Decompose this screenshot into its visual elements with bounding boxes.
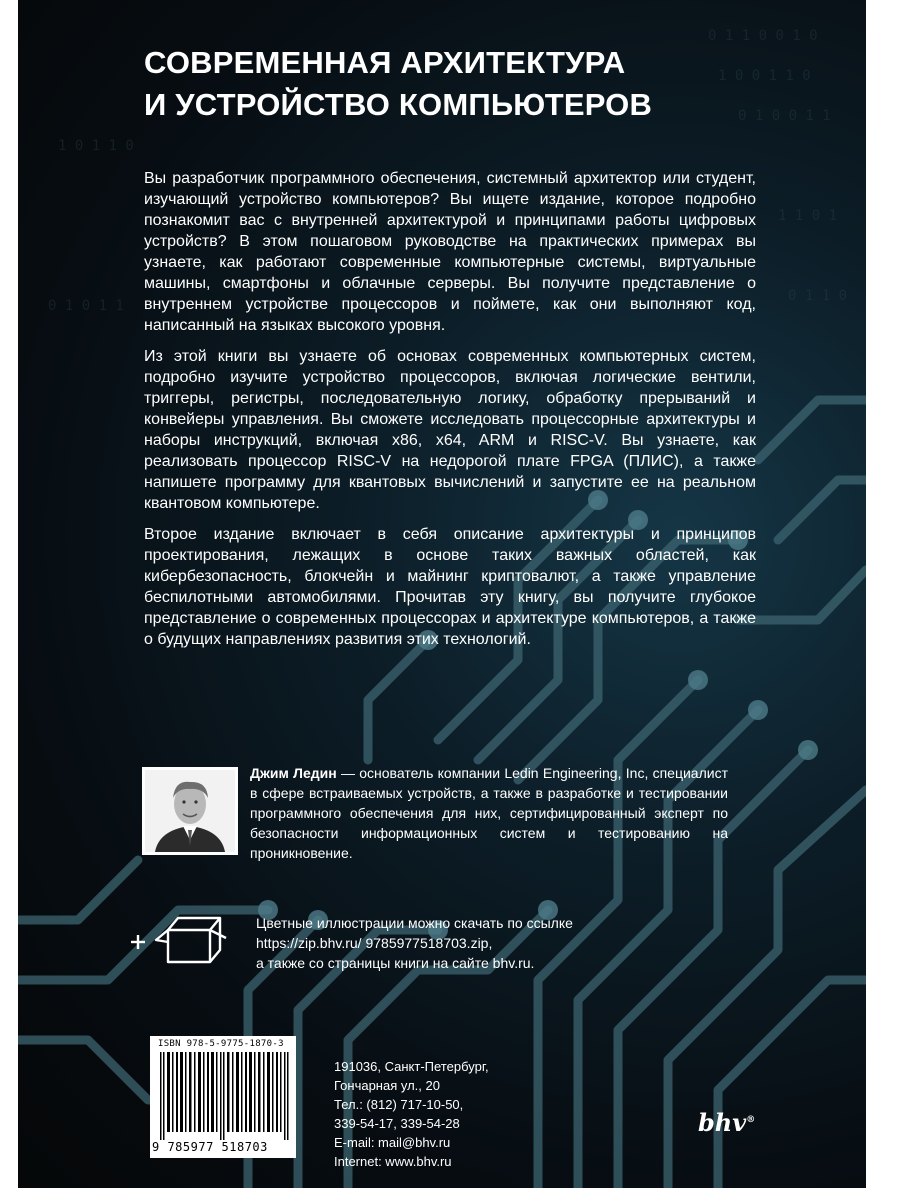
- svg-text:0 1 1 0: 0 1 1 0: [788, 288, 848, 304]
- book-title-line-1: СОВРЕМЕННАЯ АРХИТЕКТУРА: [144, 45, 626, 80]
- author-photo: [142, 767, 238, 855]
- publisher-line: Тел.: (812) 717-10-50,: [334, 1097, 464, 1112]
- svg-text:1 0 1 1 0: 1 0 1 1 0: [58, 138, 134, 154]
- publisher-line: Гончарная ул., 20: [334, 1078, 440, 1093]
- svg-text:1 0 0 1 1 0: 1 0 0 1 1 0: [718, 68, 811, 84]
- back-cover: [18, 0, 866, 1188]
- download-line: Цветные иллюстрации можно скачать по ссылке: [256, 915, 573, 931]
- description-paragraph: Второе издание включает в себя описание архитектуры и принципов проектирования, лежащих в основе таких важных областей, как кибербезопасность, блокчейн и майнинг криптовалют, а также управление беспилотными автомобилями. Прочитав эту книгу, вы получите глубокое представление о современных процессорах и архитектуре компьютеров, а также о будущих направлениях развития этих технологий.: [144, 526, 756, 648]
- book-title: [144, 42, 652, 126]
- box-download-icon: [128, 910, 228, 970]
- description-paragraph: Вы разработчик программного обеспечения, системный архитектор или студент, изучающий устройство компьютеров? Вы ищете издание, которое подробно познакомит вас с внутренней архитектурой и принципами работы цифровых устройств? В этом пошаговом руководстве на практических примерах вы узнаете, как работают современные компьютерные системы, виртуальные машины, смартфоны и облачные серверы. Вы получите представление о внутреннем устройстве процессоров и поймете, как они выполняют код, написанный на языках высокого уровня.: [144, 170, 756, 334]
- download-info: [256, 913, 573, 973]
- barcode-number: 9 785977 518703: [152, 1140, 268, 1154]
- barcode-block: [150, 1036, 296, 1158]
- author-bio: [250, 763, 728, 863]
- registered-mark: ®: [746, 1115, 756, 1125]
- description-paragraph: Из этой книги вы узнаете об основах современных компьютерных систем, подробно изучите устройство процессоров, включая логические вентили, триггеры, регистры, последовательную логику, обработку прерываний и конвейеры управления. Вы сможете исследовать процессорные архитектуры и наборы инструкций, включая x86, x64, ARM и RISC-V. Вы узнаете, как реализовать процессор RISC-V на недорогой плате FPGA (ПЛИС), а также напишете программу для квантовых вычислений и запустите ее на реальном квантовом компьютере.: [144, 348, 756, 512]
- isbn-label: ISBN 978-5-9775-1870-3: [158, 1039, 284, 1049]
- svg-text:0 1 1 0 0 1 0: 0 1 1 0 0 1 0: [708, 28, 818, 44]
- book-title-line-2: И УСТРОЙСТВО КОМПЬЮТЕРОВ: [144, 87, 653, 122]
- publisher-website: Internet: www.bhv.ru: [334, 1154, 452, 1169]
- publisher-line: 191036, Санкт-Петербург,: [334, 1059, 489, 1074]
- bhv-logo: [698, 1108, 755, 1137]
- publisher-contacts: [334, 1057, 489, 1171]
- svg-text:0 1 0 1 1: 0 1 0 1 1: [48, 298, 124, 314]
- svg-text:1 1 0 1: 1 1 0 1: [778, 208, 838, 224]
- download-link[interactable]: https://zip.bhv.ru/ 9785977518703.zip,: [256, 935, 493, 951]
- author-name: Джим Ледин: [250, 765, 337, 781]
- svg-text:0 1 0 0 1 1: 0 1 0 0 1 1: [738, 108, 831, 124]
- author-description: — основатель компании Ledin Engineering, Inc, специалист в сфере встраиваемых устройств, а также в разработке и тестировании программного обеспечения для них, сертифицированный эксперт по безопасности информационных систем и тестированию на проникновение.: [250, 765, 728, 861]
- publisher-email: E-mail: mail@bhv.ru: [334, 1135, 451, 1150]
- barcode-image: [158, 1052, 290, 1140]
- publisher-line: 339-54-17, 339-54-28: [334, 1116, 460, 1131]
- download-line: а также со страницы книги на сайте bhv.ru.: [256, 955, 535, 971]
- book-description: [144, 168, 756, 660]
- bhv-logo-text: bhv: [698, 1108, 747, 1137]
